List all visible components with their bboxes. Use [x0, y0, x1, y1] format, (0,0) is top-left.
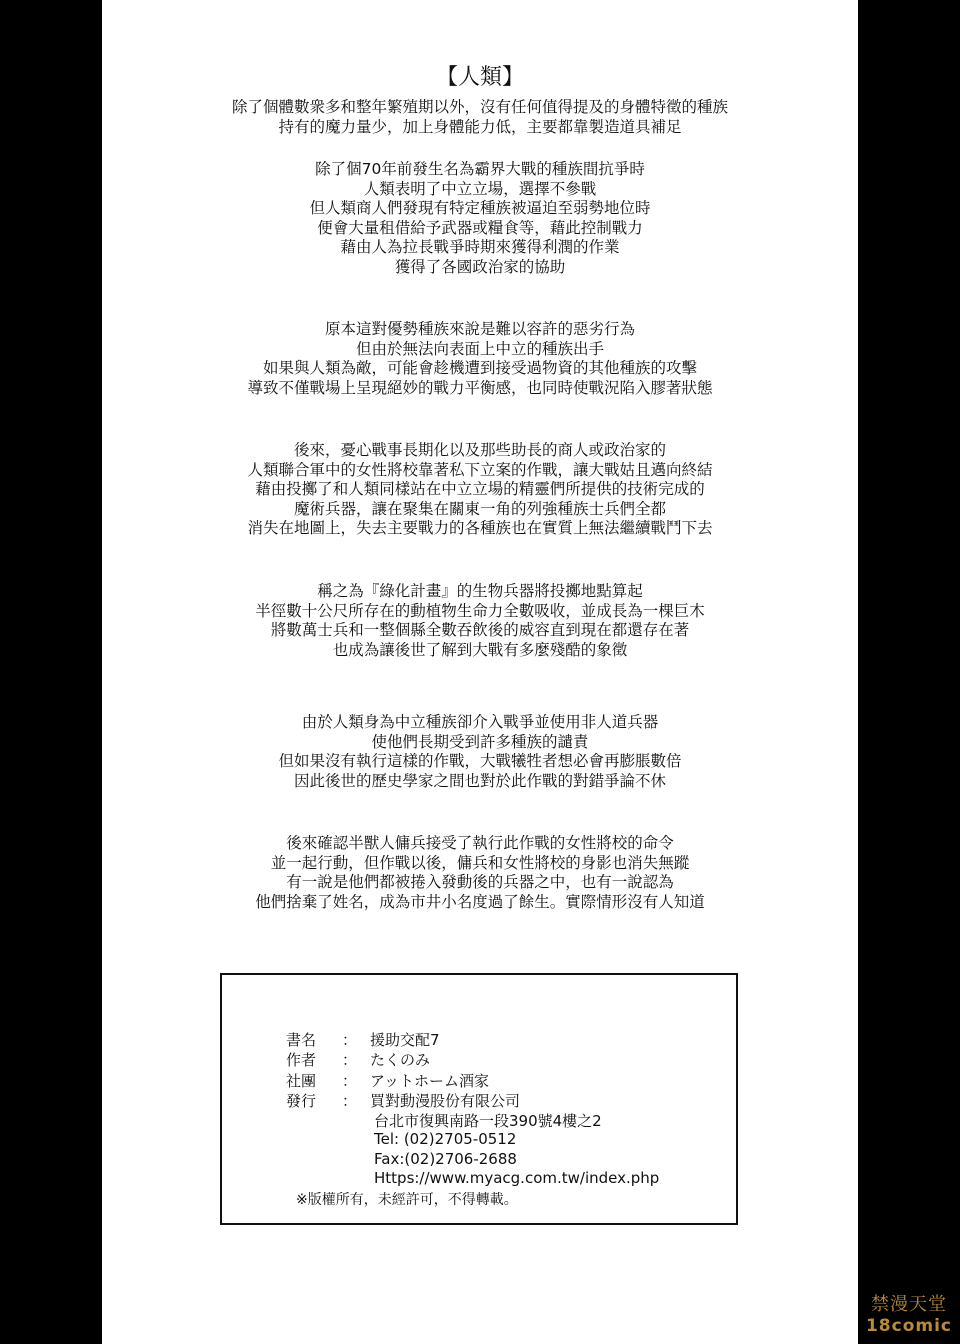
copyright-note: ※版權所有，未經許可，不得轉載。 [296, 1192, 518, 1208]
publisher-url: Https://www.myacg.com.tw/index.php [374, 1169, 660, 1187]
colophon-value: たくのみ [370, 1051, 431, 1069]
watermark-subtitle: 18comic [865, 1316, 953, 1336]
paragraph-line: 導致不僅戰場上呈現絕妙的戰力平衡感，也同時使戰況陷入膠著狀態 [247, 378, 713, 397]
paragraph-line: 有一說是他們都被捲入發動後的兵器之中，也有一說認為 [286, 873, 674, 892]
paragraph-7 [102, 834, 858, 912]
paragraph-line: 但如果沒有執行這樣的作戰，大戰犧牲者想必會再膨脹數倍 [278, 752, 682, 771]
paragraph-line: 由於人類身為中立種族卻介入戰爭並使用非人道兵器 [301, 713, 659, 731]
paragraph-line: 藉由投擲了和人類同樣站在中立立場的精靈們所提供的技術完成的 [255, 480, 705, 499]
paragraph-5 [102, 582, 858, 660]
colophon-key: 作者 [286, 1051, 317, 1069]
paragraph-3 [102, 320, 858, 398]
paragraph-line: 稱之為『綠化計畫』的生物兵器將投擲地點算起 [317, 582, 643, 600]
publisher-address: 台北市復興南路一段390號4樓之2 [374, 1112, 602, 1130]
paragraph-line: 後來，憂心戰事長期化以及那些助長的商人或政治家的 [293, 441, 666, 459]
colophon-key: 發行 [286, 1092, 317, 1110]
colophon-value: 援助交配7 [370, 1031, 440, 1049]
colophon-separator: ： [342, 1051, 358, 1069]
site-watermark [858, 1288, 960, 1344]
paragraph-line: 獲得了各國政治家的協助 [394, 257, 566, 276]
colophon-value: 買對動漫股份有限公司 [370, 1092, 521, 1110]
paragraph-line: 但人類商人們發現有特定種族被逼迫至弱勢地位時 [309, 199, 651, 218]
colophon-separator: ： [342, 1072, 358, 1090]
paragraph-line: 也成為讓後世了解到大戰有多麼殘酷的象徵 [332, 640, 628, 659]
colophon-separator: ： [342, 1092, 358, 1110]
colophon-separator: ： [342, 1031, 358, 1049]
paragraph-line: 並一起行動，但作戰以後，傭兵和女性將校的身影也消失無蹤 [270, 853, 690, 872]
paragraph-line: 但由於無法向表面上中立的種族出手 [355, 339, 604, 358]
watermark-title: 禁漫天堂 [871, 1294, 947, 1315]
publisher-fax: Fax:(02)2706-2688 [374, 1150, 517, 1168]
colophon-title-row [286, 1029, 440, 1050]
paragraph-line: 消失在地圖上，失去主要戰力的各種族也在實質上無法繼續戰鬥下去 [247, 519, 713, 538]
paragraph-line: 後來確認半獸人傭兵接受了執行此作戰的女性將校的命令 [286, 834, 674, 852]
paragraph-line: 藉由人為拉長戰爭時期來獲得利潤的作業 [340, 238, 620, 257]
colophon-value: アットホーム酒家 [370, 1072, 489, 1090]
paragraph-line: 持有的魔力量少，加上身體能力低，主要都靠製造道具補足 [278, 117, 682, 136]
section-heading: 【人類】 [435, 65, 524, 90]
paragraph-line: 因此後世的歷史學家之間也對於此作戰的對錯爭論不休 [293, 771, 666, 790]
paragraph-line: 除了個70年前發生名為霸界大戰的種族間抗爭時 [315, 160, 645, 178]
colophon-key: 社團 [286, 1072, 317, 1090]
colophon-publisher-row [286, 1090, 520, 1111]
paragraph-line: 便會大量租借給予武器或糧食等，藉此控制戰力 [317, 218, 643, 237]
document-page [102, 0, 858, 1344]
paragraph-line: 他們捨棄了姓名，成為市井小名度過了餘生。實際情形沒有人知道 [255, 892, 705, 911]
paragraph-line: 人類聯合軍中的女性將校靠著私下立案的作戰，讓大戰姑且邁向終結 [247, 460, 713, 479]
publisher-tel: Tel: (02)2705-0512 [374, 1130, 517, 1148]
colophon-key: 書名 [286, 1031, 317, 1049]
paragraph-line: 魔術兵器，讓在聚集在關東一角的列強種族士兵們全都 [293, 499, 666, 518]
paragraph-4 [102, 441, 858, 539]
paragraph-line: 人類表明了中立立場，選擇不參戰 [363, 179, 597, 198]
paragraph-2 [102, 160, 858, 278]
paragraph-line: 除了個體數衆多和整年繁殖期以外，沒有任何值得提及的身體特徵的種族 [231, 98, 728, 116]
paragraph-line: 如果與人類為敵，可能會趁機遭到接受過物資的其他種族的攻擊 [262, 359, 697, 378]
paragraph-1 [102, 98, 858, 137]
paragraph-line: 將數萬士兵和一整個縣全數吞飲後的威容直到現在都還存在著 [270, 621, 690, 640]
paragraph-6 [102, 713, 858, 791]
colophon-circle-row [286, 1070, 489, 1091]
paragraph-line: 原本這對優勢種族來說是難以容許的惡劣行為 [324, 320, 635, 338]
colophon-author-row [286, 1049, 430, 1070]
colophon-box [220, 973, 738, 1225]
paragraph-line: 使他們長期受到許多種族的譴責 [371, 732, 589, 751]
paragraph-line: 半徑數十公尺所存在的動植物生命力全數吸收，並成長為一棵巨木 [255, 601, 705, 620]
